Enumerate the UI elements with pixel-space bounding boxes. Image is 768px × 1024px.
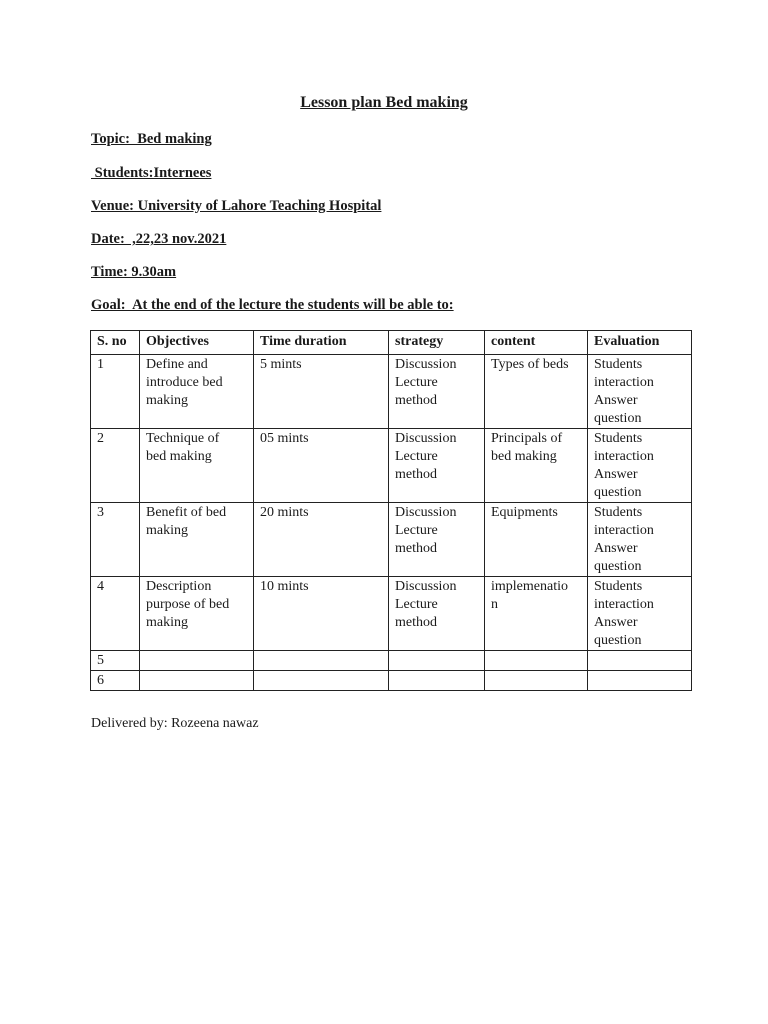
table-cell-objectives	[140, 651, 254, 671]
table-row	[91, 429, 692, 503]
table-cell-time-duration: 20 mints	[254, 503, 389, 577]
table-cell-content: Principals of bed making	[485, 429, 588, 503]
table-cell-content	[485, 671, 588, 691]
students-line: Students:Internees	[91, 165, 212, 181]
table-cell-strategy	[389, 651, 485, 671]
table-cell-sno: 5	[91, 651, 140, 671]
delivered-by: Delivered by: Rozeena nawaz	[91, 716, 259, 731]
header-content: content	[485, 331, 588, 355]
table-cell-evaluation: Students interaction Answer question	[588, 503, 692, 577]
table-cell-sno: 4	[91, 577, 140, 651]
table-row	[91, 651, 692, 671]
table-cell-time-duration	[254, 671, 389, 691]
page-title: Lesson plan Bed making	[300, 94, 468, 111]
table-row	[91, 577, 692, 651]
table-cell-time-duration: 10 mints	[254, 577, 389, 651]
table-header-row	[91, 331, 692, 355]
header-time-duration: Time duration	[254, 331, 389, 355]
table-cell-sno: 3	[91, 503, 140, 577]
header-evaluation: Evaluation	[588, 331, 692, 355]
table-cell-content: Equipments	[485, 503, 588, 577]
table-cell-objectives: Description purpose of bed making	[140, 577, 254, 651]
table-cell-content: Types of beds	[485, 355, 588, 429]
table-row	[91, 503, 692, 577]
table-cell-strategy	[389, 671, 485, 691]
table-cell-strategy: Discussion Lecture method	[389, 577, 485, 651]
table-cell-evaluation: Students interaction Answer question	[588, 355, 692, 429]
date-line: Date: ,22,23 nov.2021	[91, 231, 227, 247]
topic-line: Topic: Bed making	[91, 131, 212, 147]
table-cell-strategy: Discussion Lecture method	[389, 429, 485, 503]
table-cell-objectives: Benefit of bed making	[140, 503, 254, 577]
header-strategy: strategy	[389, 331, 485, 355]
table-cell-sno: 1	[91, 355, 140, 429]
table-cell-evaluation	[588, 651, 692, 671]
venue-line: Venue: University of Lahore Teaching Hospital	[91, 198, 382, 214]
table-cell-content	[485, 651, 588, 671]
table-cell-evaluation	[588, 671, 692, 691]
table-cell-sno: 2	[91, 429, 140, 503]
time-line: Time: 9.30am	[91, 264, 177, 280]
table-cell-evaluation: Students interaction Answer question	[588, 429, 692, 503]
table-row	[91, 355, 692, 429]
goal-line: Goal: At the end of the lecture the students will be able to:	[91, 297, 454, 313]
header-sno: S. no	[91, 331, 140, 355]
table-cell-objectives	[140, 671, 254, 691]
lesson-plan-table	[90, 330, 692, 691]
table-row	[91, 671, 692, 691]
header-objectives: Objectives	[140, 331, 254, 355]
table-cell-evaluation: Students interaction Answer question	[588, 577, 692, 651]
table-cell-objectives: Define and introduce bed making	[140, 355, 254, 429]
table-cell-time-duration: 05 mints	[254, 429, 389, 503]
table-cell-strategy: Discussion Lecture method	[389, 503, 485, 577]
table-cell-time-duration	[254, 651, 389, 671]
table-cell-time-duration: 5 mints	[254, 355, 389, 429]
table-cell-strategy: Discussion Lecture method	[389, 355, 485, 429]
table-cell-sno: 6	[91, 671, 140, 691]
table-cell-objectives: Technique of bed making	[140, 429, 254, 503]
table-cell-content: implemenatio n	[485, 577, 588, 651]
